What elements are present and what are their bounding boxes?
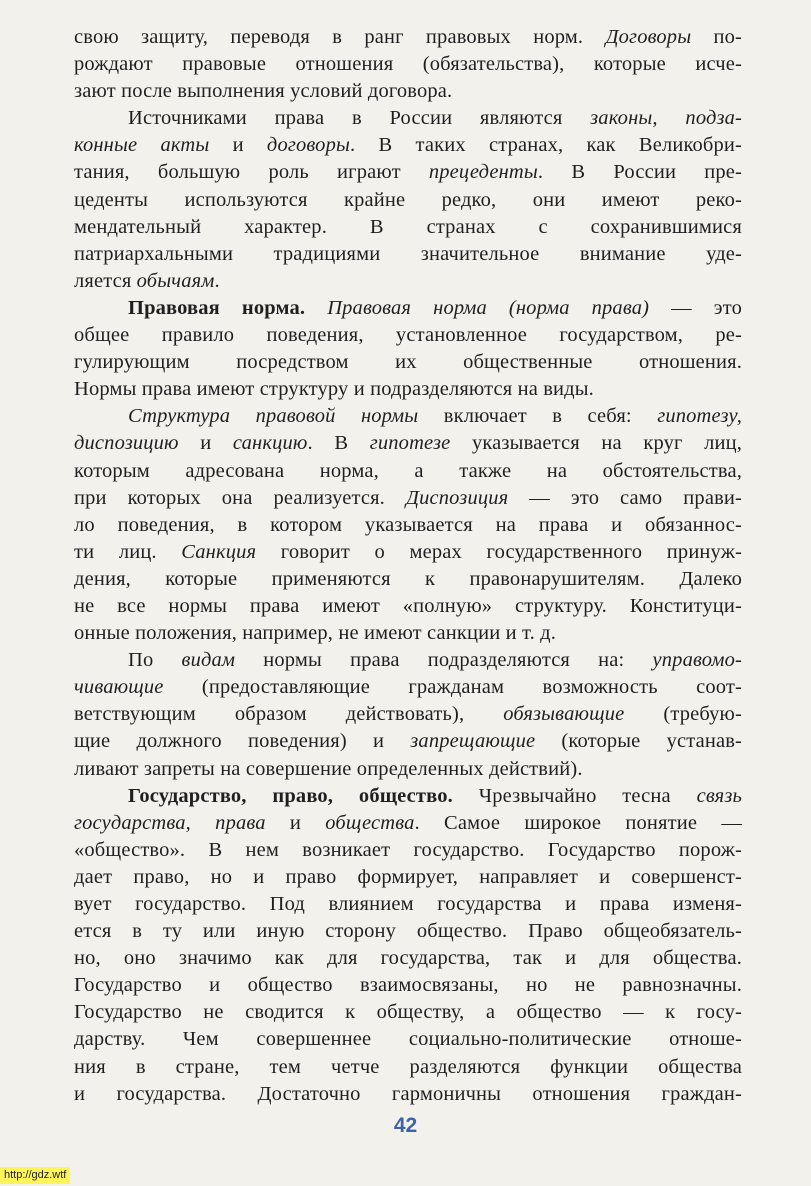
italic-term: видам [181,649,236,672]
text-line [74,485,742,512]
text-line [74,105,742,132]
text-line [74,566,742,593]
text-run: ветствующим образом действовать), [74,703,504,726]
text-line [74,1054,742,1081]
text-run: (которые устанав- [535,730,743,753]
text-line [74,620,742,647]
text-line [74,187,742,214]
text-run: указывается на круг лиц, [450,432,742,455]
text-line [74,512,742,539]
text-run: Чрезвычайно тесна [452,784,697,807]
italic-term: связь [696,784,742,807]
text-run: — это само прави- [508,486,742,509]
text-run: мендательный характер. В странах с сохранившимися [74,215,742,238]
text-run: Государство и общество взаимосвязаны, но не равнозначны. [74,974,742,997]
text-run: и государства. Достаточно гармоничны отношения граждан- [74,1082,742,1105]
text-run: дает право, но и право формирует, направляет и совершенст- [74,865,742,888]
text-line [74,593,742,620]
text-run: (предоставляющие гражданам возможность соот- [163,676,742,699]
text-line [74,268,742,295]
text-run: ливают запреты на совершение определенных действий). [74,757,583,780]
text-line [74,837,742,864]
text-run: и [178,432,233,455]
italic-term: Диспозиция [405,486,509,509]
text-line [74,214,742,241]
italic-term: гипотезу, [657,405,742,428]
text-line [74,999,742,1026]
text-run: и [209,134,267,157]
text-run: ется в ту или иную сторону общество. Право общеобязатель- [74,920,742,943]
text-line [74,1081,742,1108]
text-run: . В [307,432,370,455]
text-run: включает в себя: [418,405,658,428]
text-line [74,51,742,78]
text-run: нормы права подразделяются на: [235,649,653,672]
italic-term: конные акты [74,134,210,157]
text-run: Источниками права в России являются [128,107,591,130]
italic-term: Правовая норма (норма права) [327,296,650,319]
text-line [74,1026,742,1053]
text-run: патриархальными традициями значительное внимание уде- [74,242,742,265]
text-run: дения, которые применяются к правонарушителям. Далеко [74,567,742,590]
text-line [74,24,742,51]
text-run: . В России пре- [537,161,742,184]
text-run: «общество». В нем возникает государство. Государство порож- [74,838,742,861]
text-run [305,297,327,319]
text-run: гулирующим посредством их общественные отношения. [74,351,742,374]
text-run: щие должного поведения) и [74,730,411,753]
text-line [74,78,742,105]
text-run: — это [649,296,742,319]
text-line [74,647,742,674]
italic-term: государства, права [74,811,266,834]
text-run: по- [691,26,742,48]
text-line [74,349,742,376]
italic-term: договоры [266,134,351,157]
text-run: свою защиту, переводя в ранг правовых норм. [74,26,606,48]
text-run: . Самое широкое понятие — [414,811,742,834]
text-line [74,403,742,430]
text-line [74,972,742,999]
italic-term: Договоры [605,26,692,48]
text-line [74,430,742,457]
text-run: зают после выполнения условий договора. [74,80,453,103]
text-line [74,132,742,159]
text-run: . [214,269,220,292]
italic-term: гипотезе [369,432,451,455]
text-run: По [128,649,182,672]
text-run: тания, большую роль играют [74,161,429,184]
text-run: при которых она реализуется. [74,486,406,509]
text-line [74,918,742,945]
section-heading: Правовая норма. [128,296,306,319]
text-line [74,159,742,186]
italic-term: запрещающие [410,730,536,753]
italic-term: диспозицию [74,432,179,455]
text-line [74,539,742,566]
text-run: рождают правовые отношения (обязательства), которые исче- [74,53,742,76]
text-line [74,241,742,268]
text-line [74,783,742,810]
text-run: ти лиц. [74,540,182,563]
italic-term: обязывающие [503,703,625,726]
text-line [74,322,742,349]
text-run: дарству. Чем совершеннее социально-политические отноше- [74,1028,742,1051]
text-line [74,728,742,755]
text-run: (требую- [624,703,742,726]
text-line [74,810,742,837]
text-run: онные положения, например, не имеют санкции и т. д. [74,622,557,645]
text-line [74,458,742,485]
text-run: . В таких странах, как Великобри- [350,134,743,157]
text-run: и [265,811,326,834]
text-run: Нормы права имеют структуру и подразделяются на виды. [74,378,594,401]
text-run: вует государство. Под влиянием государства и права изменя- [74,893,742,915]
italic-term: прецеденты [428,161,538,184]
text-line [74,295,742,322]
italic-term: Структура правовой нормы [128,405,419,428]
text-line [74,864,742,891]
text-line [74,376,742,403]
italic-term: управомо- [652,649,742,672]
text-run: ло поведения, в котором указывается на права и обязаннос- [74,513,742,536]
text-run: цеденты используются крайне редко, они имеют реко- [74,188,742,211]
italic-term: обычаям [136,269,215,292]
text-run: общее правило поведения, установленное государством, ре- [74,324,742,347]
text-run: ния в стране, тем четче разделяются функции общества [74,1055,742,1078]
text-run: но, оно значимо как для государства, так и для общества. [74,947,742,970]
text-run: которым адресована норма, а также на обстоятельства, [74,459,742,482]
italic-term: чивающие [74,676,164,699]
text-run: Государство не сводится к обществу, а общество — к госу- [74,1001,742,1024]
italic-term: законы, подза- [590,107,742,130]
text-line [74,674,742,701]
page-number: 42 [393,1114,418,1137]
text-run: не все нормы права имеют «полную» структуру. Конституци- [74,594,742,617]
text-line [74,756,742,783]
italic-term: общества [325,811,415,834]
text-line [74,945,742,972]
text-run: говорит о мерах государственного принуж- [256,540,742,563]
text-line [74,891,742,918]
text-line [74,701,742,728]
italic-term: Санкция [181,540,257,563]
body-text [74,24,742,1108]
watermark-link[interactable]: http://gdz.wtf [0,1167,70,1184]
text-run: ляется [74,269,137,292]
section-heading: Государство, право, общество. [128,784,453,807]
italic-term: санкцию [232,432,308,455]
